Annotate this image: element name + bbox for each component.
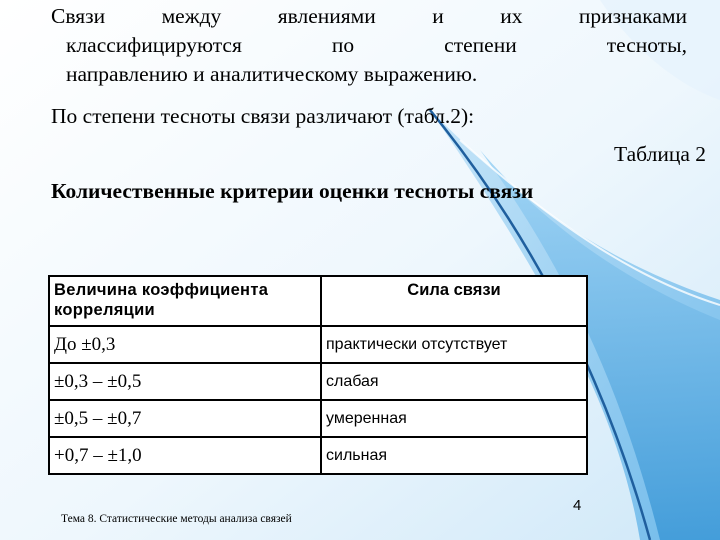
word: и [432,4,444,28]
cell-strength: практически отсутствует [321,326,587,363]
table-row [49,363,587,400]
intro-line-2 [51,31,687,60]
word: явлениями [277,4,376,28]
word: Связи [51,4,106,28]
table-header-row [49,276,587,326]
intro-paragraph [51,2,687,89]
header-strength: Сила связи [321,276,587,326]
cell-strength: умеренная [321,400,587,437]
cell-strength: слабая [321,363,587,400]
criteria-table [48,275,588,475]
table-row [49,326,587,363]
criteria-paragraph: По степени тесноты связи различают (табл.2): [51,104,475,128]
word: степени [444,33,517,57]
page-number: 4 [573,497,582,514]
word: по [331,33,355,57]
slide-footer: Тема 8. Статистические методы анализа связей [61,513,292,525]
table-caption: Таблица 2 [614,142,706,166]
intro-line-1 [51,2,687,31]
word: их [500,4,523,28]
header-coefficient: Величина коэффициента корреляции [49,276,321,326]
word: тесноты, [606,33,687,57]
cell-coefficient: ±0,3 – ±0,5 [49,363,321,400]
table-row [49,437,587,474]
intro-line-3: направлению и аналитическому выражению. [66,62,478,86]
cell-coefficient: До ±0,3 [49,326,321,363]
word: между [161,4,222,28]
cell-coefficient: +0,7 – ±1,0 [49,437,321,474]
cell-coefficient: ±0,5 – ±0,7 [49,400,321,437]
table-row [49,400,587,437]
word: признаками [578,4,687,28]
word: классифицируются [66,33,242,57]
table-title: Количественные критерии оценки тесноты связи [51,179,534,203]
cell-strength: сильная [321,437,587,474]
